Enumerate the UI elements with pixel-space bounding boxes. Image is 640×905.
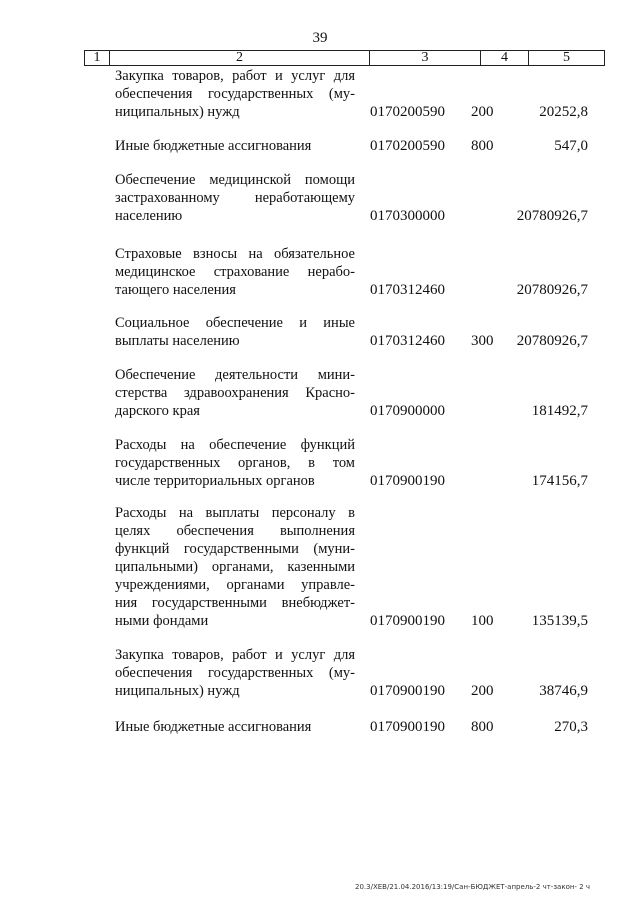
row-code: 0170900190 [370, 683, 445, 699]
page-number: 39 [312, 30, 328, 46]
description-line: дарского края [115, 403, 200, 419]
description-line: Обеспечение деятельности мини- [115, 367, 355, 383]
row-type: 200 [471, 683, 494, 699]
row-code: 0170900190 [370, 719, 445, 735]
header-col-4: 4 [481, 51, 529, 65]
description-line: Страховые взносы на обязательное [115, 246, 355, 262]
description-line: ными фондами [115, 613, 209, 629]
row-description [115, 245, 355, 299]
row-description [115, 504, 355, 630]
description-line: Расходы на обеспечение функций [115, 437, 355, 453]
description-line: государственных органов, в том [115, 455, 355, 471]
description-line: обеспечения государственных (му- [115, 665, 355, 681]
row-amount: 174156,7 [531, 473, 588, 489]
description-line: Закупка товаров, работ и услуг для [115, 68, 355, 84]
header-col-2: 2 [110, 51, 370, 65]
row-code: 0170900190 [370, 613, 445, 629]
row-amount: 547,0 [554, 138, 588, 154]
description-line: Закупка товаров, работ и услуг для [115, 647, 355, 663]
row-description [115, 366, 355, 420]
description-line: населению [115, 208, 183, 224]
description-line: функций государственными (муни- [115, 541, 355, 557]
description-line: учреждениями, органами управле- [115, 577, 355, 593]
row-amount: 270,3 [554, 719, 588, 735]
description-line: Иные бюджетные ассигнования [115, 719, 312, 735]
description-line: ниципальных) нужд [115, 683, 240, 699]
description-line: числе территориальных органов [115, 473, 315, 489]
description-line: Расходы на выплаты персоналу в [115, 505, 355, 521]
description-line: Иные бюджетные ассигнования [115, 138, 312, 154]
description-line: ниципальных) нужд [115, 104, 240, 120]
row-type: 200 [471, 104, 494, 120]
footer-path: 20.3/ХЕВ/21.04.2016/13:19/Сан-БЮДЖЕТ-апрель-2 чт-закон- 2 ч [355, 883, 590, 891]
row-amount: 20780926,7 [516, 333, 588, 349]
row-description [115, 718, 355, 736]
row-description [115, 137, 355, 155]
row-code: 0170200590 [370, 138, 445, 154]
description-line: медицинское страхование нерабо- [115, 264, 355, 280]
row-description [115, 67, 355, 121]
description-line: целях обеспечения выполнения [115, 523, 355, 539]
description-line: обеспечения государственных (му- [115, 86, 355, 102]
description-line: Обеспечение медицинской помощи [115, 172, 355, 188]
row-code: 0170900190 [370, 473, 445, 489]
description-line: тающего населения [115, 282, 236, 298]
row-type: 800 [471, 719, 494, 735]
row-amount: 135139,5 [531, 613, 588, 629]
row-description [115, 646, 355, 700]
row-code: 0170200590 [370, 104, 445, 120]
row-code: 0170300000 [370, 208, 445, 224]
row-code: 0170900000 [370, 403, 445, 419]
table-header [84, 50, 605, 66]
row-type: 100 [471, 613, 494, 629]
header-col-5: 5 [563, 50, 570, 65]
header-col-3: 3 [370, 51, 481, 65]
row-amount: 20780926,7 [516, 208, 588, 224]
row-code: 0170312460 [370, 282, 445, 298]
row-code: 0170312460 [370, 333, 445, 349]
row-type: 300 [471, 333, 494, 349]
row-description [115, 436, 355, 490]
row-description [115, 314, 355, 350]
header-col-1: 1 [85, 51, 110, 65]
row-description [115, 171, 355, 225]
row-amount: 181492,7 [531, 403, 588, 419]
row-amount: 20252,8 [539, 104, 588, 120]
row-amount: 38746,9 [539, 683, 588, 699]
row-type: 800 [471, 138, 494, 154]
description-line: Социальное обеспечение и иные [115, 315, 355, 331]
description-line: застрахованному неработающему [115, 190, 355, 206]
row-amount: 20780926,7 [516, 282, 588, 298]
description-line: стерства здравоохранения Красно- [115, 385, 355, 401]
description-line: ципальными) органами, казенными [115, 559, 355, 575]
description-line: ния государственными внебюджет- [115, 595, 355, 611]
description-line: выплаты населению [115, 333, 240, 349]
